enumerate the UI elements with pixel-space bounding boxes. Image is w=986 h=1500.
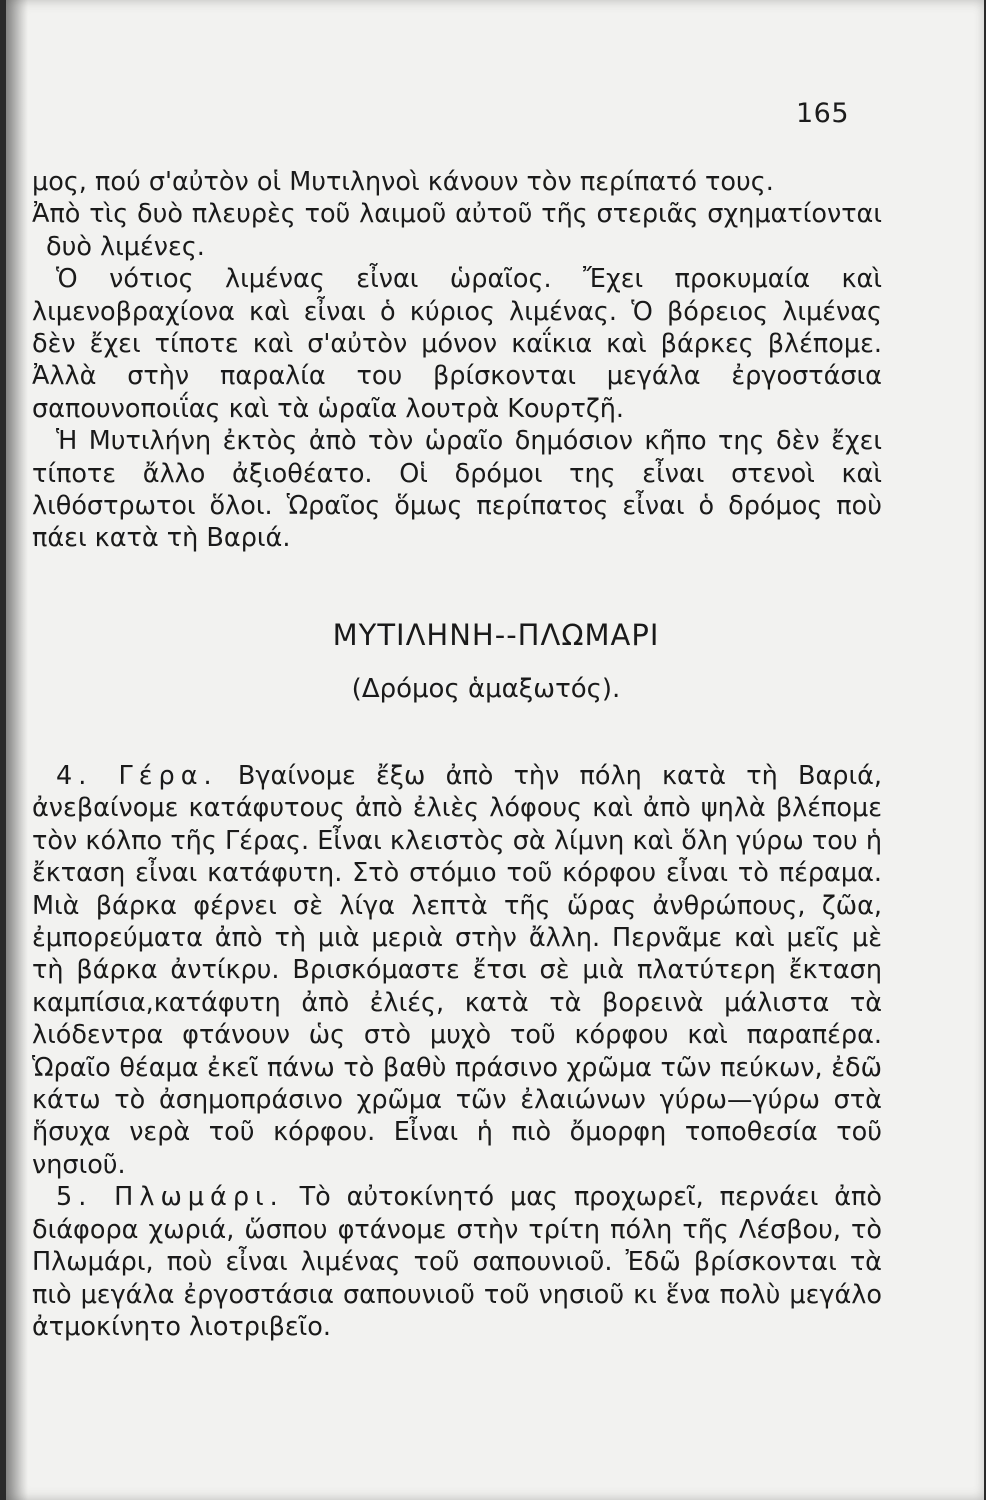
page-number: 165 bbox=[796, 98, 850, 129]
paragraph-gera bbox=[32, 760, 882, 1181]
book-page bbox=[6, 0, 984, 1500]
paragraph-text-plomari: Τὸ αὐτοκίνητό μας προχωρεῖ, περνάει ἀπὸ διάφορα χωριά, ὥσπου φτάνομε στὴν τρίτη πόλη τῆς Λέσβου, τὸ Πλωμάρι, ποὺ εἶναι λιμένας τοῦ σαπουνιοῦ. Ἐδῶ βρίσκονται τὰ πιὸ μεγάλα ἐργοστάσια σαπουνιοῦ τοῦ νησιοῦ κι ἕνα πολὺ μεγάλο ἀτμοκίνητο λιοτριβεῖο. bbox=[32, 1182, 882, 1342]
binding-shadow bbox=[6, 0, 28, 1500]
paragraph-label-plomari: 5. Πλωμάρι. bbox=[56, 1182, 284, 1213]
section-subtitle: (Δρόμος ἁμαξωτός). bbox=[351, 674, 621, 704]
paragraph-south-harbor: Ὁ νότιος λιμένας εἶναι ὡραῖος. Ἔχει προκυμαία καὶ λιμενοβραχίονα καὶ εἶναι ὁ κύριος λιμένας. Ὁ βόρειος λιμένας δὲν ἔχει τίποτε καὶ σ'αὐτὸν μόνον καΐκια καὶ βάρκες βλέπομε. Ἀλλὰ στὴν παραλία του βρίσκονται μεγάλα ἐργοστάσια σαπουνοποιΐας καὶ τὰ ὡραῖα λουτρὰ Κουρτζῆ. bbox=[32, 264, 882, 424]
paragraph-label-gera: 4. Γέρα. bbox=[56, 761, 218, 791]
top-text-section bbox=[32, 166, 882, 555]
paragraph-continuation: μος, πού σ'αὐτὸν οἱ Μυτιληνοὶ κάνουν τὸν περίπατό τους. bbox=[32, 167, 774, 197]
paragraph-harbors: Ἀπὸ τὶς δυὸ πλευρὲς τοῦ λαιμοῦ αὐτοῦ τῆς στεριᾶς σχηματίονται δυὸ λιμένες. bbox=[32, 199, 882, 262]
paragraph-plomari bbox=[32, 1181, 882, 1343]
bottom-text-section bbox=[32, 760, 882, 1343]
section-title: ΜΥΤΙΛΗΝΗ--ΠΛΩΜΑΡΙ bbox=[332, 618, 660, 652]
paragraph-text-gera: Βγαίνομε ἔξω ἀπὸ τὴν πόλη κατὰ τὴ Βαριά, ἀνεβαίνομε κατάφυτους ἀπὸ ἐλιὲς λόφους καὶ ἀπὸ ψηλὰ βλέπομε τὸν κόλπο τῆς Γέρας. Εἶναι κλειστὸς σὰ λίμνη καὶ ὅλη γύρω του ἡ ἔκταση εἶναι κατάφυτη. Στὸ στόμιο τοῦ κόρφου εἶναι τὸ πέραμα. Μιὰ βάρκα φέρνει σὲ λίγα λεπτὰ τῆς ὥρας ἀνθρώπους, ζῶα, ἐμπορεύματα ἀπὸ τὴ μιὰ μεριὰ στὴν ἄλλη. Περνᾶμε καὶ μεῖς μὲ τὴ βάρκα ἀντίκρυ. Βρισκόμαστε ἔτσι σὲ μιὰ πλατύτερη ἔκταση καμπίσια,κατάφυτη ἀπὸ ἐλιές, κατὰ τὰ βορεινὰ μάλιστα τὰ λιόδεντρα φτάνουν ὡς στὸ μυχὸ τοῦ κόρφου καὶ παραπέρα. Ὡραῖο θέαμα ἐκεῖ πάνω τὸ βαθὺ πράσινο χρῶμα τῶν πεύκων, ἐδῶ κάτω τὸ ἀσημοπράσινο χρῶμα τῶν ἐλαιώνων γύρω—γύρω στὰ ἥσυχα νερὰ τοῦ κόρφου. Εἶναι ἡ πιὸ ὄμορφη τοποθεσία τοῦ νησιοῦ. bbox=[32, 761, 882, 1180]
paragraph-mytilene: Ἡ Μυτιλήνη ἐκτὸς ἀπὸ τὸν ὡραῖο δημόσιον κῆπο της δὲν ἔχει τίποτε ἄλλο ἀξιοθέατο. Οἱ δρόμοι της εἶναι στενοὶ καὶ λιθόστρωτοι ὅλοι. Ὡραῖος ὅμως περίπατος εἶναι ὁ δρόμος ποὺ πάει κατὰ τὴ Βαριά. bbox=[32, 426, 882, 554]
